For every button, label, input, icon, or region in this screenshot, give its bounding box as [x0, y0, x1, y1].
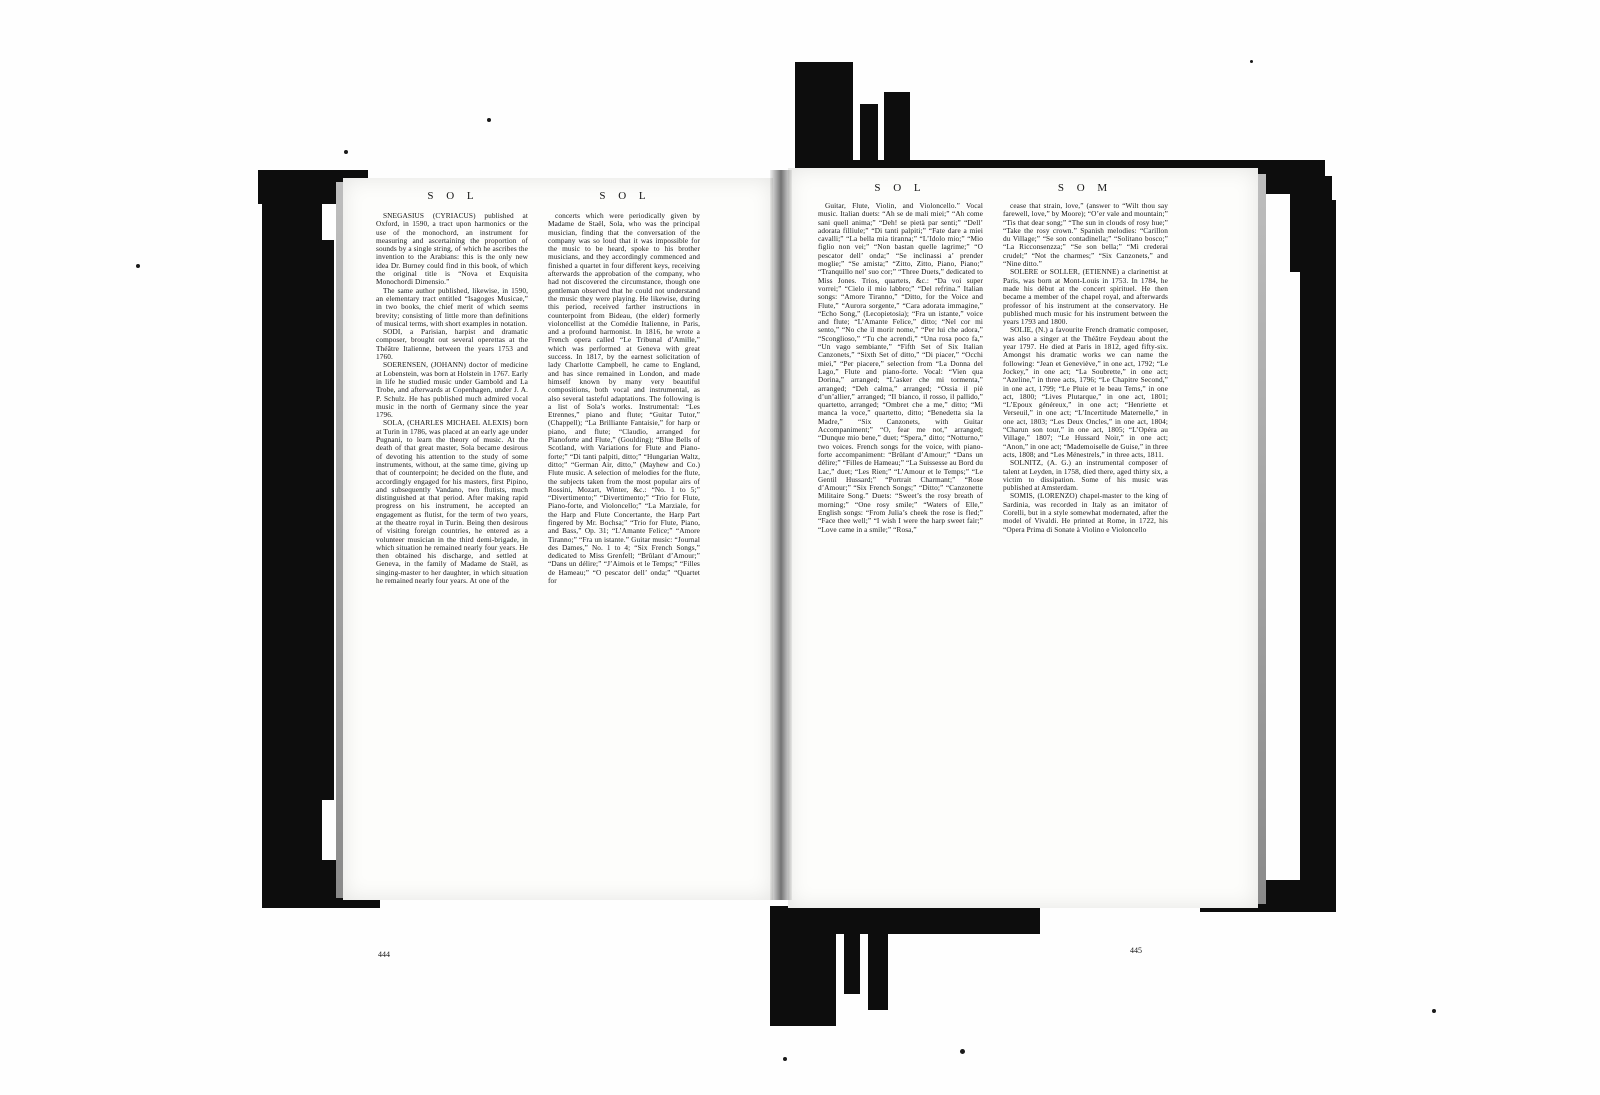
paragraph: SOLA, (CHARLES MICHAEL ALEXIS) born at Turin in 1786, was placed at an early age under Pugnani, to learn the theory of music. At the death of that great master, Sola became desirous of devoting his attention to the study of some instruments, without, at the same time, giving up that of counterpoint; he decided on the flute, and accordingly engaged for his masters, first Pipino, and subsequently Vandano, two flutists, much distinguished at that period. After making rapid progress on his instrument, he accepted an engagement as flutist, for the term of two years, at the theatre royal in Turin. Being then desirous of visiting foreign countries, he entered as a volunteer musician in the third demi-brigade, in which situation he remained nearly four years. He then obtained his discharge, and settled at Geneva, in the family of Madame de Staël, as singing-master to her daughter, in which situation he remained nearly four years. At one of the	[376, 418, 528, 586]
scan-speck	[136, 264, 140, 268]
text-column	[376, 212, 528, 585]
scan-speck	[1250, 60, 1253, 63]
paragraph: SNEGASIUS (CYRIACUS) published at Oxford, in 1590, a tract upon harmonics or the use of the monochord, an instrument for measuring and ascertaining the proportion of sounds by a single string, of which he ascribes the invention to the Arabians: this is the only new idea Dr. Burney could find in this book, of which the original title is “Nova et Exquisita Monochordi Dimensio.”	[376, 211, 528, 287]
paragraph: cease that strain, love,” (answer to “Wilt thou say farewell, love,” by Moore); “O’er vale and mountain;” “Tis that dear song;” “The sun in clouds of rosy hue;” “Take the rosy crown.” Spanish melodies: “Carillon du Village;” “Se son contadinella;” “Solitano bosco;” “La Ricconsenzza;” “Se son bella;” “Mi crederai crudel;” “Not the charmes;” “Six Canzonets,” and “Nine ditto.”	[1003, 201, 1168, 269]
folio-right: 445	[1130, 946, 1142, 955]
paragraph: The same author published, likewise, in 1590, an elementary tract entitled “Isagoges Musicae,” in two books, the chief merit of which seems brevity; consisting of little more than definitions of musical terms, with short examples in notation.	[376, 285, 528, 328]
running-head-right-col2: S O M	[1057, 182, 1113, 194]
paragraph: SOLERE or SOLLER, (ETIENNE) a clarinettist at Paris, was born at Mont-Louis in 1753. In 1784, he made his début at the concert spirituel. He then became a member of the chapel royal, and afterwards professor of his instrument at the conservatory. He published much music for his instrument between the years 1793 and 1800.	[1003, 267, 1168, 327]
running-head-left-col1: S O L	[427, 190, 479, 202]
paragraph: SODI, a Parisian, harpist and dramatic composer, brought out several operettas at the Théâtre Italienne, between the years 1753 and 1760.	[376, 327, 528, 362]
running-head-right-col1: S O L	[874, 182, 926, 194]
scan-speck	[960, 1049, 965, 1054]
paragraph: concerts which were periodically given by Madame de Staël, Sola, who was the principal musician, finding that the conversation of the company was so loud that it was impossible for the music to be heard, spoke to his brother musicians, and they accordingly commenced and finished a quartet in four different keys, receiving afterwards the approbation of the company, who had not discovered the circumstance, though one gentleman observed that he could not understand the music they were playing. He likewise, during this period, received farther instructions in counterpoint from Bideau, (the elder) formerly violoncellist at the Comédie Italienne, in Paris, and a profound harmonist. In 1816, he wrote a French opera called “Le Tribunal d’Amille,” which was performed at Geneva with great success. In 1817, by the earnest solicitation of lady Charlotte Campbell, he came to England, and has since remained in London, and made himself known by many very beautiful compositions, both vocal and instrumental, as also several tasteful adaptations. The following is a list of Sola’s works. Instrumental: “Les Etrennes,” piano and flute; “Guitar Tutor,” (Chappell); “La Brilliante Fantaisie,” for harp or piano, and flute; “Claudio, arranged for Pianoforte and Flute,” (Goulding); “Blue Bells of Scotland, with Variations for Flute and Piano-forte;” “Di tanti palpiti, ditto;” “Hungarian Waltz, ditto;” “German Air, ditto,” (Mayhew and Co.) Flute music. A selection of melodies for the flute, the subjects taken from the most popular airs of Rossini, Mozart, Winter, &c.: “No. 1 to 5;” “Divertimento;” “Divertimento;” “Trio for Flute, Piano-forte, and Violoncello;” “La Marziale, for the Harp and Flute Concertante, the Harp Part fingered by Mr. Bochsa;” “Trio for Flute, Piano, and Bass,” Op. 31; “L’Amante Felice;” “Amore Tiranno;” “Fra un istante.” Guitar music: “Journal des Dames,” No. 1 to 4; “Six French Songs,” dedicated to Miss Grenfell; “Brûlant d’Amour;” “Dans un délire;” “J’Aimois et le Temps;” “Filles de Hameau;” “O pescator dell’ onda;” “Quartet for	[548, 211, 700, 586]
folio-left: 444	[378, 950, 390, 959]
book-gutter	[770, 170, 792, 900]
open-book	[258, 150, 1343, 959]
scan-speck	[1432, 1009, 1436, 1013]
running-head-left-col2: S O L	[599, 190, 651, 202]
scan-artifact-bottom-center-2	[844, 934, 860, 994]
paragraph: SOLIE, (N.) a favourite French dramatic composer, was also a singer at the Théâtre Feydeau about the year 1797. He died at Paris in 1812, aged fifty-six. Amongst his dramatic works we can name the following: “Jean et Geneviève,” in one act, 1792; “Le Jockey,” in one act; “La Soubrette,” in one act; “Azeline,” in three acts, 1796; “Le Chapitre Second,” in one act, 1799; “Le Pluie et le beau Tems,” in one act, 1800; “Lives Plutarque,” in one act, 1801; “L’Epoux généreux,” in one act; “Henriette et Verseuil,” in one act; “L’Incertitude Maternelle,” in one act, 1803; “Les Deux Oncles,” in one act, 1804; “Charun son tour,” in one act, 1805; “L’Opéra au Village,” 1807; “Le Hussard Noir,” in one act; “Anon,” in one act; “Mademoiselle de Guise,” in three acts, 1808; and “Les Ménestrels,” in three acts, 1811.	[1003, 325, 1168, 459]
scan-artifact-bottom-center	[770, 930, 836, 1026]
paragraph: SOLNITZ, (A. G.) an instrumental composer of talent at Leyden, in 1758, died there, aged thirty six, a victim to dissipation. Some of his music was published at Amsterdam.	[1003, 458, 1168, 493]
paragraph: Guitar, Flute, Violin, and Violoncello.” Vocal music. Italian duets: “Ah se de mali miei;” “Ah come sani quell anima;” “Deh! se pietà par senti;” “Dell’ adorata filliule;” “Di tanti palpiti;” “Fate dare a miei cavalli;” “La bella mia tiranna;” “L’Idolo mio;” “Mio figlio non vei;” “Non bastan quelle lagrime;” “O pescator dell’ onda;” “Se inclinassi a’ prender moglie;” “Se amista;” “Zitto, Zitto, Piano, Piano;” “Tranquillo nel’ suo cor;” “Three Duets,” dedicated to Miss Jones. Trios, quartets, &c.: “Da voi super vorrei;” “Cielo il mio labbro;” “Del refrina.” Italian songs: “Amore Tiranno,” “Ditto, for the Voice and Flute,” “Aurora sorgente,” “Cara adorata immagine,” “Echo Song,” (Lecopietosia); “Fra un istante,” voice and flute; “L’Amante Felice,” ditto; “Nel cor mi sento,” “No che il morir nome,” “Per lui che adora,” “Sconglioso,” “Tu che acrendi,” “Una rosa poco fa,” “Un vago sembiante,” “Fifth Set of Six Italian Canzonets,” “Sixth Set of ditto,” “Di piacer,” “Occhi miei,” “Per piacere,” selection from “La Donna del Lago,” Flute and piano-forte. Vocal: “Vien qua Dorina,” arranged; “L’asker che mi tormenta,” arranged; “Deh calma,” arranged; “Ossia il piè d’un’allier,” arranged; “Il bianco, il rosso, il pallido,” quartetto, arranged; “Ombret che a me,” ditto; “Mi manca la voce,” quartetto, ditto; “Benedetta sia la Madre,” “Six Canzonets, with Guitar Accompaniment;” “O, fear me not,” arranged; “Dunque mio bene,” duet; “Spera,” ditto; “Notturno,” two voices. French songs for the voice, with piano-forte accompaniment: “Brûlant d’Amour;” “Dans un délire;” “Filles de Hameau;” “La Suissesse au Bord du Lac,” duet; “Les Rien;” “L’Amour et le Temps;” “Le Gentil Hussard;” “Portrait Charmant;” “Rose d’Amour;” “Six French Songs;” “Ditto;” “Canzonette Militaire Song.” Duets: “Sweet’s the rosy breath of morning;” “One rosy smile;” “Waters of Elle,” English songs: “From Julia’s cheek the rose is fled;” “Face thee well;” “I wish I were the harp sweet fair;” “Love came in a smile;” “Rosa,”	[818, 201, 983, 534]
scan-speck	[487, 118, 491, 122]
paragraph: SOMIS, (LORENZO) chapel-master to the king of Sardinia, was recorded in Italy as an imitator of Corelli, but in a style somewhat modernated, after the model of Vivaldi. He printed at Rome, in 1722, his “Opera Prima di Sonate à Violino e Violoncello	[1003, 491, 1168, 534]
text-column	[548, 212, 700, 585]
scan-speck	[783, 1057, 787, 1061]
scan-artifact-bottom-center-3	[868, 932, 888, 1010]
text-column	[818, 202, 983, 534]
text-column	[1003, 202, 1168, 534]
paragraph: SOERENSEN, (JOHANN) doctor of medicine at Lobenstein, was born at Holstein in 1767. Early in life he studied music under Gambold and La Trobe, and afterwards at Copenhagen, under J. A. P. Schulz. He has published much admired vocal music in the north of Germany since the year 1796.	[376, 360, 528, 420]
